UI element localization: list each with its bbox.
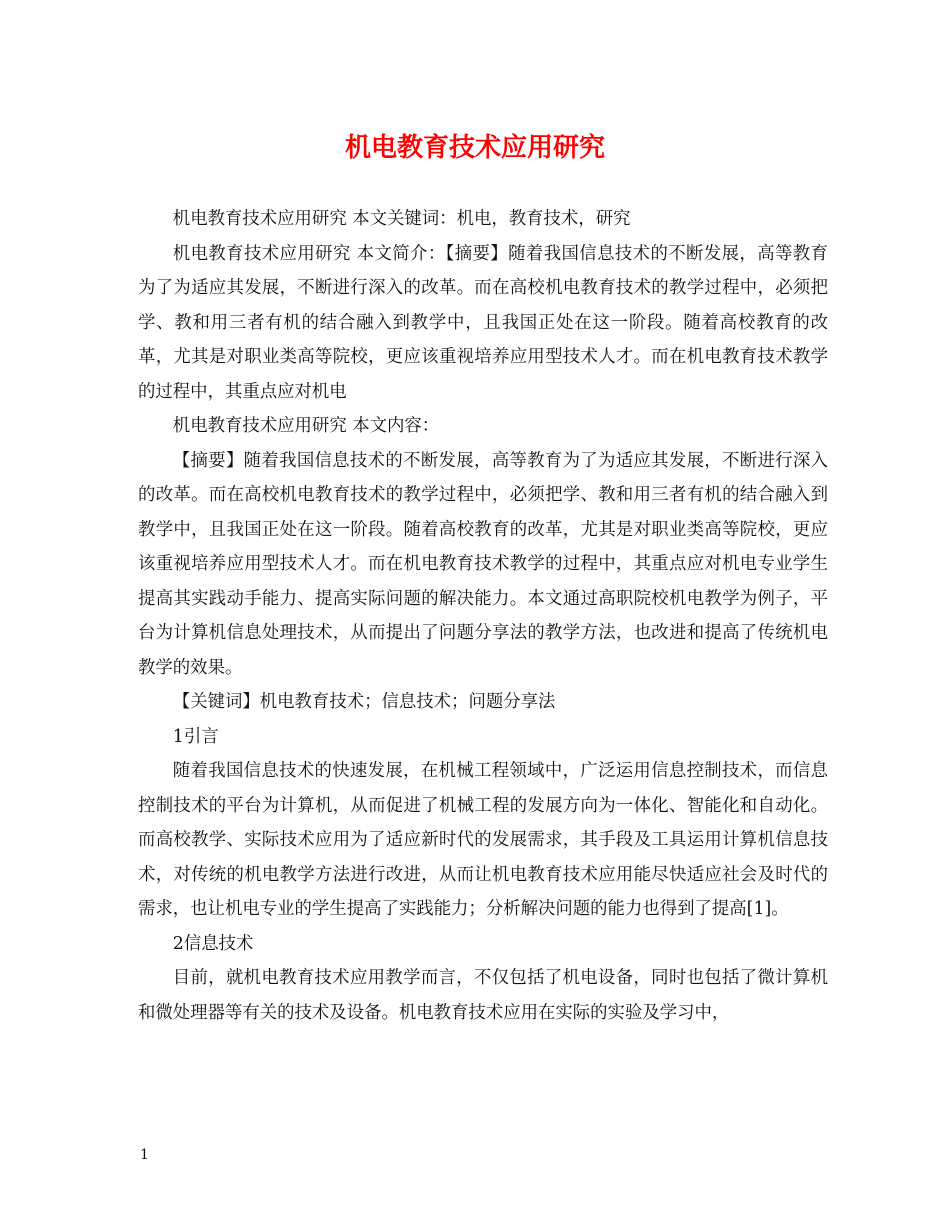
paragraph-keywords: 【关键词】机电教育技术；信息技术；问题分享法 [172,692,556,712]
paragraph-keywords-intro: 机电教育技术应用研究 本文关键词：机电，教育技术，研究 [172,209,631,229]
page-number: 1 [140,1147,149,1163]
page-title: 机电教育技术应用研究 [344,133,605,163]
paragraph-content-heading: 机电教育技术应用研究 本文内容： [172,416,440,436]
paragraph-summary-intro: 机电教育技术应用研究 本文简介：【摘要】随着我国信息技术的不断发展，高等教育为了为适应其发展，不断进行深入的改革。而在高校机电教育技术的教学过程中，必须把学、教和用三者有机的结合融入到教学中，且我国正处在这一阶段。随着高校教育的改革，尤其是对职业类高等院校，更应该重视培养应用型技术人才。而在机电教育技术教学的过程中，其重点应对机电 [138,243,828,402]
paragraph-information-technology: 目前，就机电教育技术应用教学而言，不仅包括了机电设备，同时也包括了微计算机和微处理器等有关的技术及设备。机电教育技术应用在实际的实验及学习中， [138,968,828,1023]
section-heading-information-technology: 2信息技术 [172,933,254,954]
section-heading-introduction: 1引言 [172,726,219,747]
body-text [138,202,828,1030]
paragraph-introduction: 随着我国信息技术的快速发展，在机械工程领域中，广泛运用信息控制技术，而信息控制技术的平台为计算机，从而促进了机械工程的发展方向为一体化、智能化和自动化。而高校教学、实际技术应用为了适应新时代的发展需求，其手段及工具运用计算机信息技术，对传统的机电教学方法进行改进，从而让机电教育技术应用能尽快适应社会及时代的需求，也让机电专业的学生提高了实践能力；分析解决问题的能力也得到了提高[1]。 [138,761,828,919]
paragraph-abstract: 【摘要】随着我国信息技术的不断发展，高等教育为了为适应其发展，不断进行深入的改革。而在高校机电教育技术的教学过程中，必须把学、教和用三者有机的结合融入到教学中，且我国正处在这一阶段。随着高校教育的改革，尤其是对职业类高等院校，更应该重视培养应用型技术人才。而在机电教育技术教学的过程中，其重点应对机电专业学生提高其实践动手能力、提高实际问题的解决能力。本文通过高职院校机电教学为例子，平台为计算机信息处理技术，从而提出了问题分享法的教学方法，也改进和提高了传统机电教学的效果。 [138,450,828,678]
